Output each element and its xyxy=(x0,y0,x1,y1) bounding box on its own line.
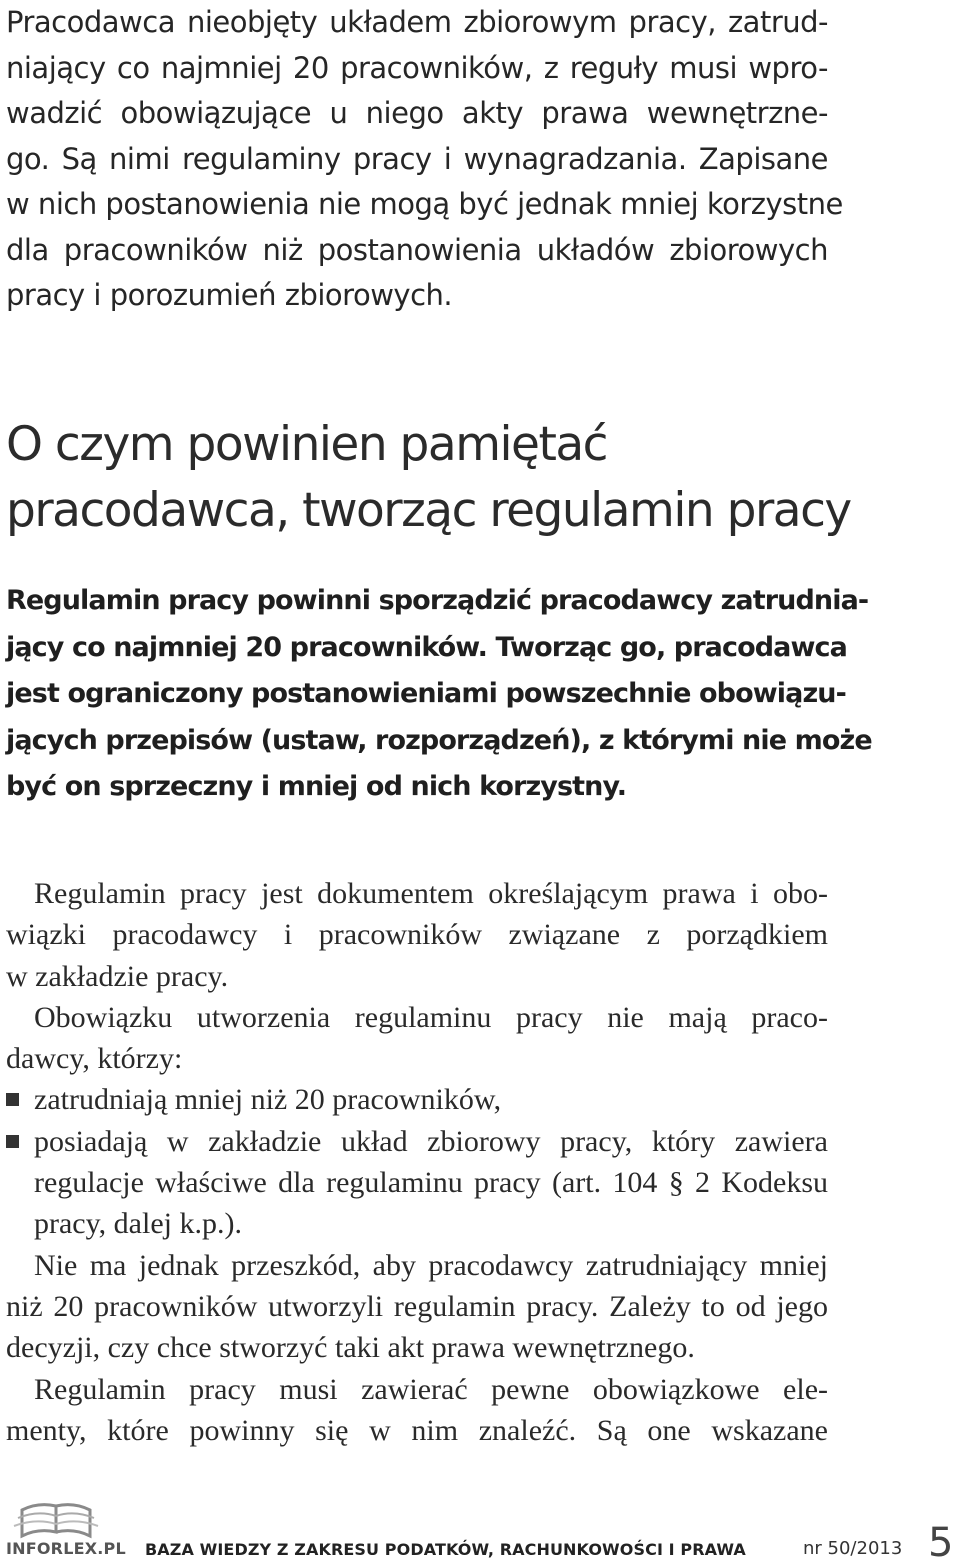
body-line: w zakładzie pracy. xyxy=(6,959,229,993)
list-item xyxy=(6,1079,828,1120)
list-item-line: pracy, dalej k.p.). xyxy=(34,1207,242,1241)
lead-line: jący co najmniej 20 pracowników. Tworząc go, pracodawca xyxy=(6,631,847,663)
square-bullet-icon xyxy=(6,1093,19,1106)
intro-line: go. Są nimi regulaminy pracy i wynagradzania. Zapisane xyxy=(6,141,828,176)
intro-paragraph xyxy=(6,0,843,319)
list-item xyxy=(6,1121,828,1245)
intro-line: wadzić obowiązujące u niego akty prawa wewnętrzne- xyxy=(6,96,828,130)
lead-line: jest ograniczony postanowieniami powszechnie obowiązu- xyxy=(6,678,846,709)
intro-line: niający co najmniej 20 pracowników, z reguły musi wpro- xyxy=(6,50,828,85)
lead-paragraph xyxy=(6,578,872,811)
body-line: wiązki pracodawcy i pracowników związane z porządkiem xyxy=(6,918,828,952)
body-paragraph xyxy=(6,1369,828,1452)
lead-line: być on sprzeczny i mniej od nich korzystny. xyxy=(6,771,627,802)
body-line: dawcy, którzy: xyxy=(6,1042,183,1076)
lead-line: jących przepisów (ustaw, rozporządzeń), z którymi nie może xyxy=(6,724,872,756)
heading-line: pracodawca, tworząc regulamin pracy xyxy=(6,483,851,538)
square-bullet-icon xyxy=(6,1135,19,1148)
footer-title: BAZA WIEDZY Z ZAKRESU PODATKÓW, RACHUNKOWOŚCI I PRAWA xyxy=(145,1540,746,1559)
body-line: decyzji, czy chce stworzyć taki akt prawa wewnętrznego. xyxy=(6,1331,695,1365)
section-heading xyxy=(6,412,866,544)
body-text xyxy=(6,873,828,1451)
list-item-line: posiadają w zakładzie układ zbiorowy pracy, który zawiera xyxy=(34,1124,828,1158)
body-line: Regulamin pracy jest dokumentem określającym prawa i obo- xyxy=(34,877,828,910)
intro-line: w nich postanowienia nie mogą być jednak mniej korzystne xyxy=(6,187,843,221)
logo-text: INFORLEX.PL xyxy=(6,1539,126,1558)
list-item-line: regulacje właściwe dla regulaminu pracy (art. 104 § 2 Kodeksu xyxy=(34,1166,828,1200)
body-paragraph xyxy=(6,997,828,1080)
intro-line: dla pracowników niż postanowienia układów zbiorowych xyxy=(6,232,828,267)
heading-line: O czym powinien pamiętać xyxy=(6,417,608,472)
body-paragraph xyxy=(6,873,828,997)
body-line: Nie ma jednak przeszkód, aby pracodawcy zatrudniający mniej xyxy=(34,1248,828,1282)
lead-line: Regulamin pracy powinni sporządzić pracodawcy zatrudnia- xyxy=(6,585,869,616)
body-line: Regulamin pracy musi zawierać pewne obowiązkowe ele- xyxy=(34,1372,828,1406)
body-line: niż 20 pracowników utworzyli regulamin pracy. Zależy to od jego xyxy=(6,1289,828,1323)
page-number: 5 xyxy=(928,1520,954,1566)
intro-line: pracy i porozumień zbiorowych. xyxy=(6,278,453,312)
body-line: Obowiązku utworzenia regulaminu pracy nie mają praco- xyxy=(34,1000,828,1034)
body-paragraph xyxy=(6,1245,828,1369)
issue-number: nr 50/2013 xyxy=(803,1538,903,1559)
intro-line: Pracodawca nieobjęty układem zbiorowym pracy, zatrud- xyxy=(6,5,828,39)
list-item-line: zatrudniają mniej niż 20 pracowników, xyxy=(34,1083,502,1117)
body-line: menty, które powinny się w nim znaleźć. Są one wskazane xyxy=(6,1413,828,1447)
